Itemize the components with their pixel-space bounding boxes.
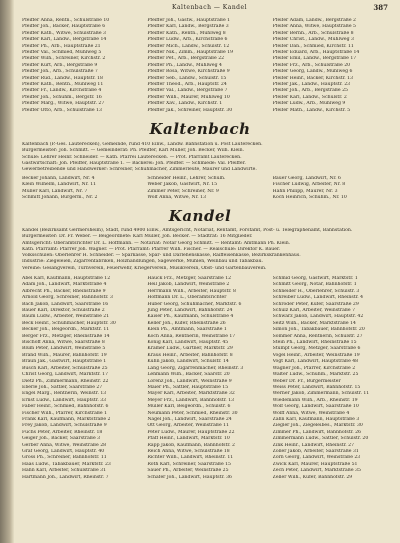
kaltenbach-columns: [22, 176, 392, 204]
directory-entry: Amtsgericht: Oberamtsrichter Dr. L. Hoffmann. — Notariat: Notar Georg Schmitt. — Rentamt: Amtmann Ph. Klein.: [22, 240, 291, 246]
directory-entry: Dietz Ph., Zimmermann, Rheinstr. 22: [22, 378, 109, 384]
directory-entry: Pfeifer Frz., Arb., Schulstraße 20: [272, 62, 351, 68]
directory-entry: Schwarz Jakob, Landwirt, Hauptstr. 42: [272, 314, 364, 320]
directory-entry: Ernst Ludw., Landwirt, Hauptstr. 33: [22, 397, 107, 403]
kaltenbach-column-1: [22, 176, 141, 204]
directory-entry: Zimmer Peter, Schreiner, Nr. 9: [147, 188, 219, 194]
directory-entry: Pfeiffer Karl, Landw., Bergstraße 3: [147, 24, 229, 30]
directory-entry: Pfeiffer Kurt, Arb., Bergstraße 9: [22, 62, 98, 68]
directory-entry: Engel Marg., Rentnerin, Weinstr. 13: [22, 391, 107, 397]
directory-entry: Peter Ludw., Maurer, Hauptstraße 22: [147, 429, 235, 435]
directory-entry: Hauck Frz., Metzger, Saarstraße 12: [147, 276, 232, 281]
directory-entry: Vogt Karl, Landwirt, Hauptstraße 48: [272, 359, 359, 365]
directory-entry: Zimmer Ph., Landwirt, Bahnhofstr. 26: [272, 429, 362, 435]
directory-entry: Pfeiffer Rud., Landw., Hauptstr. 18: [22, 75, 103, 81]
directory-entry: Pfeifer Eduard, Arb., Hauptstraße 14: [272, 50, 360, 56]
directory-entry: Pfeifer Dan., Schmied, Kirchstr. 11: [272, 43, 354, 49]
directory-entry: Pfeiffer Pet., Arb., Bergstraße 22: [147, 56, 225, 62]
page-number: 387: [373, 3, 388, 12]
directory-entry: Heil Jakob, Landwirt, Weinstraße 2: [147, 282, 230, 288]
directory-entry: Neumann Peter, Schmied, Rheinstr. 30: [147, 410, 238, 416]
directory-entry: Mayer Karl, Arbeiter, Marktstraße 32: [147, 391, 235, 397]
directory-entry: Pfeiffer Karl, Landw., Bergstraße 14: [22, 37, 107, 43]
directory-entry: Wolff Anna, Witwe, Weinstraße 4: [272, 410, 350, 416]
directory-entry: Pfeiffer Jak., Schreiner, Hauptstr. 30: [147, 107, 233, 113]
directory-entry: Beck Heinr., Schuhmacher, Hauptstr. 30: [22, 320, 116, 326]
directory-entry: Ziegler Joh., Ziegeleibes., Marktstr. 30: [272, 423, 363, 429]
section-heading-kandel: Kandel: [168, 207, 232, 225]
directory-entry: Pfeiffer Val., Landw., Bergstraße 7: [147, 88, 228, 94]
directory-entry: Wolf Georg, Landwirt, Saarstraße 10: [272, 404, 359, 410]
directory-entry: Pfeiffer Joh., Bäcker, Hauptstraße 6: [22, 24, 106, 30]
top-column-1: [22, 18, 141, 118]
directory-entry: Frey Jakob, Landwirt, Schulstraße 9: [22, 423, 107, 429]
directory-entry: Pfeifer Christ., Landw., Mühlweg 3: [272, 37, 354, 43]
directory-entry: Pfeifer Heinr., Bäcker, Kirchstr. 13: [272, 75, 354, 81]
directory-entry: Zeller Wilh., Küfer, Bahnhofstr. 29: [272, 474, 353, 480]
directory-entry: Pfeiffer Wilh., Maurer, Mühlweg 10: [147, 94, 230, 100]
directory-entry: Schäfer Joh., Landwirt, Hauptstr. 36: [147, 474, 232, 480]
directory-entry: Ott Georg, Arbeiter, Weinstraße 11: [147, 423, 229, 429]
directory-entry: Busch Karl, Arbeiter, Schulstraße 25: [22, 365, 108, 371]
directory-entry: Jung Peter, Landwirt, Bahnhofstr. 24: [147, 308, 233, 314]
directory-entry: Christ Georg, Landwirt, Marktstr. 17: [22, 372, 108, 378]
directory-entry: Richter Wilh., Landwirt, Rheinstr. 11: [147, 455, 234, 461]
directory-entry: Arnold Georg, Schreiner, Bahnhofstr. 3: [22, 295, 113, 301]
directory-entry: Pfeiffer Otto, Arb., Schulstraße 13: [22, 107, 102, 113]
directory-entry: Haas Ludw., Tabakbauer, Marktstr. 23: [22, 461, 111, 467]
directory-entry: Pfeiffer Joh., Gastw., Hauptstraße 1: [147, 18, 231, 23]
directory-entry: Kaltenbach (P.-Ges. Lauterecken), Gemeinde, rund 410 Einw., Landw. Bahnstation u. Post Lauterecken.: [22, 142, 263, 147]
directory-entry: Pfeifer Anna, Witwe, Hauptstraße 5: [272, 24, 356, 30]
directory-entry: Pfeifer Jak., Landw., Hauptstr. 23: [272, 82, 351, 88]
directory-entry: Becker Johann, Landwirt, Nr. 4: [22, 176, 95, 181]
directory-entry: Braun Jak., Gastwirt, Hauptstraße 1: [22, 359, 107, 365]
directory-entry: Kaiser Ph., Kaufmann, Schulstraße 4: [147, 314, 234, 320]
directory-entry: Gastwirtschaft: Joh. Pfeiffer, Hauptstraße 1. — Bäckerei: Joh. Pfeiffer. — Schmiede: Val. Pfeiffer.: [22, 160, 246, 166]
directory-entry: Pfeifer Joh., Arb., Bergstraße 25: [272, 88, 348, 94]
directory-entry: Zorn Georg, Landwirt, Weinstraße 23: [272, 455, 361, 461]
directory-entry: Pfeiffer Marg., Witwe, Hauptstr. 27: [22, 101, 105, 107]
directory-entry: Krämer Ludw., Gärtner, Marktstr. 29: [147, 346, 233, 352]
directory-entry: Pfeifer Emil, Landw., Bergstraße 17: [272, 56, 357, 62]
directory-entry: Zöller Jakob, Arbeiter, Saarstraße 31: [272, 448, 359, 454]
running-header: [22, 4, 390, 14]
directory-entry: Pfeiffer Xav., Landw., Kirchstr. 1: [147, 101, 223, 107]
kandel-column-1: [22, 276, 141, 538]
directory-entry: Pfeifer Karl, Landw., Schulstr. 2: [272, 94, 347, 100]
running-title: Kaltenbach — Kandel: [172, 4, 247, 11]
kandel-column-3: [273, 276, 392, 538]
section-heading-kaltenbach: Kaltenbach: [149, 120, 251, 138]
directory-entry: Pfeifer Georg, Landw., Mühlweg 6: [272, 69, 353, 75]
directory-entry: Seitz Wilh., Bäcker, Marktstraße 14: [272, 320, 356, 326]
directory-entry: Pfeiffer Kath., Witwe, Schulstraße 3: [22, 30, 106, 36]
directory-entry: Herrmann Wilh., Arbeiter, Hauptstr. 8: [147, 288, 236, 294]
directory-entry: Lehmann Wilh., Bäcker, Saarstr. 20: [147, 372, 230, 378]
directory-entry: Huber Georg, Schuhmacher, Marktstr. 6: [147, 301, 242, 307]
directory-entry: Bürgermeister: Joh. Schmitt. — Gemeinderat: Ph. Pfeiffer, Karl Müller, Joh. Becker, Wilh. Klein.: [22, 148, 245, 154]
directory-entry: Wolf Anna, Witwe, Nr. 13: [147, 195, 207, 201]
directory-entry: Pfaff Heinr., Landwirt, Marktstr. 10: [147, 436, 230, 442]
directory-entry: Geiger Joh., Bäcker, Saarstraße 3: [22, 436, 101, 442]
directory-entry: Zahn Karl, Kaufmann, Hauptstraße 3: [272, 416, 360, 422]
directory-entry: Schneider Heinr., Lehrer, Schulh.: [147, 176, 226, 181]
directory-entry: Klein Ph., Amtmann, Saarstraße 1: [147, 327, 227, 333]
kandel-columns: [22, 276, 392, 538]
directory-entry: Frank Karl, Kaufmann, Marktstraße 2: [22, 416, 111, 422]
directory-entry: Weiss Peter, Landwirt, Bahnhofstr. 15: [272, 384, 361, 390]
directory-entry: Bischoff Anna, Witwe, Saarstraße 8: [22, 340, 105, 346]
directory-entry: Baum Ludw., Arbeiter, Weinstraße 21: [22, 314, 110, 320]
directory-entry: Kath. Pfarramt: Pfarrer Joh. Wagner. — Prot. Pfarramt: Pfarrer Wilh. Fischer. — Realschule: Direktor K. Bauer.: [22, 246, 281, 252]
directory-entry: Pfeiffer Joh., Schuhm., Bergstr. 16: [22, 94, 102, 100]
directory-entry: Zink Heinr., Landwirt, Rheinstr. 27: [272, 442, 355, 448]
directory-entry: Faber Heinr., Schmied, Bahnhofstr. 6: [22, 404, 109, 410]
directory-entry: Rapp Jakob, Kaufmann, Bahnhofstr. 2: [147, 442, 235, 448]
directory-entry: Volksschulen: Oberlehrer H. Schneider. — Sparkasse, Spar- und Darlehenskasse, Raiffeisenkasse, Bezirkskrankenhaus.: [22, 253, 301, 259]
directory-entry: Müller Karl, Beigeordn., Schulstr. 6: [147, 404, 231, 410]
directory-entry: Kandel (Bezirksamt Germersheim), Stadt, rund 4900 Einw., Amtsgericht, Notariat, Rentamt, Forstamt, Post- u. Telegraphenamt, Bahnstation.: [22, 228, 353, 233]
directory-entry: Bürgermeister: Dr. Fr. Weber. — Beigeordnete: Karl Müller, Joh. Becker. — Stadtrat: 16 Mitglieder.: [22, 234, 253, 240]
directory-entry: Hoffmann Dr. L., Oberamtsrichter: [147, 295, 227, 301]
directory-entry: Pfeiffer Ph., Landw., Mühlweg 4: [147, 62, 222, 68]
directory-entry: Schröder Peter, Küfer, Saarstraße 29: [272, 301, 359, 307]
directory-entry: Bauer Karl, Direktor, Schulstraße 2: [22, 308, 105, 314]
directory-entry: Reich Anna, Witwe, Schulstraße 18: [147, 448, 230, 454]
directory-entry: Kuhn Jakob, Landwirt, Schulstr. 14: [147, 359, 229, 365]
kandel-column-2: [147, 276, 266, 538]
directory-entry: Meyer Frz., Landwirt, Bahnhofstr. 13: [147, 397, 235, 403]
directory-entry: Stumpf Georg, Metzger, Saarstraße 6: [272, 346, 361, 352]
directory-entry: Pfeiffer Joh., Arb., Schulstraße 7: [22, 69, 98, 75]
directory-entry: Walter Ludw., Schuhm., Marktstr. 25: [272, 372, 359, 378]
directory-entry: Pfeiffer Fr., Landw., Kirchstraße 4: [22, 88, 102, 94]
directory-entry: Pfeiffer Wilh., Schreiner, Kirchstr. 2: [22, 56, 106, 62]
directory-entry: Blum Peter, Landwirt, Weinstraße 5: [22, 346, 106, 352]
directory-entry: Pfeiffer Ludw., Arb., Kirchstraße 6: [147, 37, 228, 43]
directory-entry: Schreiber Ludw., Landwirt, Rheinstr. 4: [272, 295, 364, 301]
directory-entry: Schmitt Johann, Bürgerm., Nr. 2: [22, 195, 98, 201]
directory-entry: Zwick Karl, Maurer, Hauptstraße 51: [272, 461, 358, 467]
directory-entry: Fischer Ludwig, Arbeiter, Nr. 8: [272, 182, 346, 188]
directory-entry: Kraus Heinr., Arbeiter, Bahnhofstr. 8: [147, 352, 233, 358]
directory-entry: Fischer Wilh., Pfarrer, Kirchstraße 1: [22, 410, 108, 416]
directory-entry: Schneider H., Oberlehrer, Schulstr. 3: [272, 288, 360, 294]
top-column-2: [147, 18, 266, 118]
top-column-3: [273, 18, 392, 118]
directory-entry: Wagner Joh., Pfarrer, Kirchstraße 2: [272, 365, 356, 371]
directory-entry: Schule: Lehrer Heinr. Schneider. — Kath. Pfarrei Lauterecken. — Prot. Pfarramt Lauterecken.: [22, 154, 242, 160]
directory-entry: Pfeifer Math., Landw., Kirchstr. 5: [272, 107, 351, 113]
directory-entry: Pfeiffer Nik., Zimm., Hauptstraße 19: [147, 50, 234, 56]
directory-entry: Gross Ph., Schreiner, Bahnhofstr. 11: [22, 455, 107, 461]
directory-entry: König Karl, Landwirt, Hauptstr. 45: [147, 340, 229, 346]
directory-entry: Nagel Joh., Landwirt, Saarstraße 24: [147, 416, 232, 422]
top-columns: [22, 18, 392, 118]
directory-entry: Koch Anna, Rentnerin, Weinstraße 17: [147, 333, 236, 339]
directory-entry: Abel Karl, Kaufmann, Hauptstraße 12: [22, 276, 111, 281]
directory-entry: Albrecht Ph., Bäcker, Rheinstraße 9: [22, 288, 106, 294]
directory-entry: Zech Peter, Landwirt, Marktstraße 35: [272, 468, 361, 474]
directory-entry: Koch Heinrich, Schuhm., Nr. 10: [272, 195, 347, 201]
directory-entry: Fuchs Peter, Arbeiter, Rheinstr. 18: [22, 429, 103, 435]
directory-entry: Hahn Philipp, Maurer, Nr. 3: [272, 188, 338, 194]
directory-entry: Pfeifer Adam, Landw., Bergstraße 2: [272, 18, 356, 23]
directory-entry: Vogel Heinr., Arbeiter, Weinstraße 19: [272, 352, 360, 358]
directory-entry: Pfeiffer Rosa, Witwe, Kirchstraße 9: [147, 69, 230, 75]
directory-entry: Berger Frz., Metzger, Rheinstraße 14: [22, 333, 110, 339]
directory-entry: Werner Jakob, Zimmermann, Schulstr. 11: [272, 391, 370, 397]
directory-entry: Pfeiffer Kath., Rentn., Mühlweg 11: [22, 82, 104, 88]
book-gutter: [0, 0, 14, 543]
directory-entry: Weber Jakob, Gastwirt, Nr. 15: [147, 182, 218, 188]
directory-entry: Brand Wilh., Maurer, Bahnhofstr. 19: [22, 352, 107, 358]
directory-entry: Adam Joh., Landwirt, Marktstraße 4: [22, 282, 107, 288]
section-paragraph-kandel: [22, 228, 390, 272]
directory-entry: Vereine: Gesangverein, Turnverein, Feuerwehr, Kriegerverein, Musikverein, Obst- und Gartenbauverein.: [22, 265, 267, 271]
directory-entry: Simon Joh., Tabakbauer, Bahnhofstr. 20: [272, 327, 365, 333]
directory-entry: Pfeiffer Anna, Rentn., Schulstraße 10: [22, 18, 110, 23]
directory-entry: Hahn Karl, Arbeiter, Schulstraße 31: [22, 468, 107, 474]
kaltenbach-column-2: [147, 176, 266, 204]
directory-entry: Schmid Georg, Gastwirt, Marktstr. 1: [272, 276, 358, 281]
directory-entry: Lang Georg, Zigarrenmacher, Rheinstr. 3: [147, 365, 244, 371]
directory-entry: Gerber Anna, Witwe, Weinstraße 28: [22, 442, 107, 448]
directory-entry: Bauer Georg, Landwirt, Nr. 6: [272, 176, 341, 181]
directory-entry: Schulz Karl, Arbeiter, Weinstraße 7: [272, 308, 356, 314]
directory-entry: Gewerbetreibende und Handwerker: Schreiner, Schuhmacher, Zimmerleute, Maurer und Landwirte.: [22, 167, 257, 173]
directory-entry: Pfeiffer Val., Schmied, Mühlweg 5: [22, 50, 102, 56]
directory-entry: Weber Dr. Fr., Bürgermeister: [272, 378, 341, 384]
directory-entry: Roth Karl, Schreiner, Saarstraße 15: [147, 461, 231, 467]
directory-entry: Hartmann Joh., Landwirt, Rheinstr. 7: [22, 474, 109, 480]
directory-entry: Sauer Ph., Arbeiter, Weinstraße 25: [147, 468, 229, 474]
directory-entry: Industrie: Ziegeleien, Zigarrenfabriken, Holzhandlungen, Sägewerke, Mühlen, Weinbau und Tabakbau.: [22, 259, 263, 265]
directory-entry: Eberle Joh., Sattler, Saarstraße 27: [22, 384, 103, 390]
directory-entry: Pfeiffer Theod., Arb., Hauptstr. 24: [147, 82, 227, 88]
directory-entry: Pfeifer Bernh., Arb., Schulstraße 8: [272, 30, 354, 36]
directory-entry: Graf Georg, Landwirt, Hauptstr. 40: [22, 448, 105, 454]
directory-entry: Pfeiffer Kath., Rentn., Mühlweg 8: [147, 30, 226, 36]
directory-entry: Klein Wilhelm, Landwirt, Nr. 11: [22, 182, 97, 188]
directory-entry: Bach Jakob, Landwirt, Saarstraße 16: [22, 301, 109, 307]
directory-entry: Maier Ph., Sattler, Hauptstraße 15: [147, 384, 229, 390]
directory-entry: Pfeiffer Seb., Landw., Schulstr. 15: [147, 75, 227, 81]
directory-entry: Pfeiffer Ph., Arb., Hauptstraße 21: [22, 43, 101, 49]
directory-entry: Sommer Anna, Rentnerin, Schulstr. 27: [272, 333, 363, 339]
directory-entry: Becker Joh., Beigeordn., Marktstr. 11: [22, 327, 110, 333]
section-paragraph-kaltenbach: [22, 142, 390, 173]
directory-entry: Pfeiffer Mich., Landw., Schulstr. 12: [147, 43, 230, 49]
directory-entry: Müller Karl, Landwirt, Nr. 7: [22, 188, 88, 194]
directory-entry: Zimmermann Ludw., Sattler, Schulstr. 20: [272, 436, 369, 442]
directory-entry: Wiedemann Wilh., Arb., Rheinstr. 19: [272, 397, 358, 403]
kaltenbach-column-3: [273, 176, 392, 204]
directory-entry: Keller Joh., Küfer, Rheinstraße 26: [147, 320, 226, 326]
directory-entry: Schmitt Georg, Notar, Bahnhofstr. 1: [272, 282, 357, 288]
directory-entry: Lorenz Joh., Landwirt, Weinstraße 9: [147, 378, 232, 384]
directory-entry: Pfeifer Ludw., Arb., Mühlweg 9: [272, 101, 346, 107]
directory-entry: Stein Ph., Landwirt, Rheinstraße 15: [272, 340, 357, 346]
